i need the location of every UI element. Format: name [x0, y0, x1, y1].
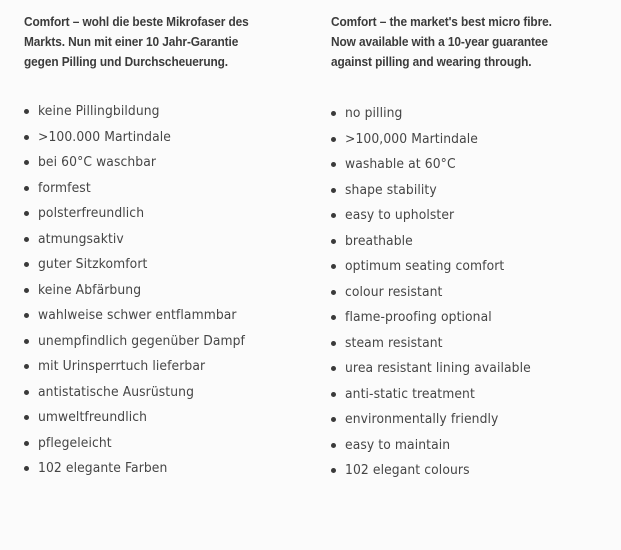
bullet-icon: [331, 162, 336, 167]
bullet-icon: [331, 366, 336, 371]
german-feature-item: [24, 405, 256, 431]
german-feature-item: [24, 99, 256, 125]
bullet-icon: [24, 262, 29, 267]
bullet-icon: [24, 109, 29, 114]
english-heading-line: against pilling and wearing through.: [331, 54, 532, 69]
german-feature-item: [24, 329, 256, 355]
english-feature-item: [331, 356, 541, 382]
english-feature-text: anti-static treatment: [345, 386, 475, 402]
bullet-icon: [331, 392, 336, 397]
german-feature-item: [24, 380, 256, 406]
english-feature-text: 102 elegant colours: [345, 463, 470, 479]
bullet-icon: [331, 417, 336, 422]
german-feature-item: [24, 431, 256, 457]
german-feature-item: [24, 456, 256, 482]
bullet-icon: [24, 135, 29, 140]
english-feature-text: >100,000 Martindale: [345, 131, 478, 147]
bullet-icon: [24, 415, 29, 420]
german-feature-text: atmungsaktiv: [38, 231, 124, 247]
bullet-icon: [331, 239, 336, 244]
english-feature-text: flame-proofing optional: [345, 310, 492, 326]
bullet-icon: [331, 341, 336, 346]
german-feature-item: [24, 303, 256, 329]
german-feature-item: [24, 252, 256, 278]
bullet-icon: [24, 339, 29, 344]
english-heading-line: Comfort – the market's best micro fibre.: [331, 14, 552, 29]
bullet-icon: [331, 443, 336, 448]
bullet-icon: [24, 186, 29, 191]
bullet-icon: [331, 264, 336, 269]
english-feature-item: [331, 254, 541, 280]
english-feature-item: [331, 331, 541, 357]
german-feature-text: mit Urinsperrtuch lieferbar: [38, 359, 206, 375]
bullet-icon: [331, 468, 336, 473]
german-feature-text: formfest: [38, 180, 91, 196]
bullet-icon: [24, 390, 29, 395]
german-feature-item: [24, 150, 256, 176]
english-feature-text: steam resistant: [345, 335, 443, 351]
english-feature-item: [331, 203, 541, 229]
german-feature-text: unempfindlich gegenüber Dampf: [38, 333, 245, 349]
english-feature-text: no pilling: [345, 106, 403, 122]
german-feature-list: [24, 99, 256, 482]
bullet-icon: [331, 290, 336, 295]
english-feature-text: washable at 60°C: [345, 157, 456, 173]
english-feature-item: [331, 458, 541, 484]
english-feature-text: easy to maintain: [345, 437, 451, 453]
german-heading-line: Markts. Nun mit einer 10 Jahr-Garantie: [24, 34, 239, 49]
bullet-icon: [24, 364, 29, 369]
english-feature-item: [331, 407, 541, 433]
english-heading-line: Now available with a 10-year guarantee: [331, 34, 548, 49]
german-feature-text: 102 elegante Farben: [38, 461, 168, 477]
german-feature-item: [24, 278, 256, 304]
english-feature-text: optimum seating comfort: [345, 259, 505, 275]
english-feature-item: [331, 127, 541, 153]
german-heading-line: Comfort – wohl die beste Mikrofaser des: [24, 14, 249, 29]
bullet-icon: [331, 188, 336, 193]
german-feature-item: [24, 227, 256, 253]
german-feature-item: [24, 201, 256, 227]
bullet-icon: [24, 160, 29, 165]
german-feature-text: >100.000 Martindale: [38, 129, 171, 145]
english-feature-text: urea resistant lining available: [345, 361, 531, 377]
english-feature-item: [331, 382, 541, 408]
english-column: [331, 12, 611, 479]
english-feature-item: [331, 101, 541, 127]
english-feature-text: colour resistant: [345, 284, 443, 300]
english-feature-text: shape stability: [345, 182, 437, 198]
bullet-icon: [331, 213, 336, 218]
english-feature-text: breathable: [345, 233, 413, 249]
german-feature-text: antistatische Ausrüstung: [38, 384, 195, 400]
english-feature-item: [331, 229, 541, 255]
german-feature-text: polsterfreundlich: [38, 206, 145, 222]
german-feature-text: guter Sitzkomfort: [38, 257, 148, 273]
german-feature-text: pflegeleicht: [38, 435, 112, 451]
english-feature-text: easy to upholster: [345, 208, 455, 224]
english-feature-item: [331, 280, 541, 306]
german-feature-text: keine Pillingbildung: [38, 104, 160, 120]
german-heading: [24, 12, 312, 72]
german-feature-item: [24, 176, 256, 202]
english-feature-list: [331, 101, 541, 484]
german-feature-text: keine Abfärbung: [38, 282, 142, 298]
german-feature-item: [24, 125, 256, 151]
german-feature-text: wahlweise schwer entflammbar: [38, 308, 237, 324]
bullet-icon: [24, 237, 29, 242]
german-feature-item: [24, 354, 256, 380]
bullet-icon: [331, 315, 336, 320]
german-column: [24, 12, 314, 477]
english-feature-item: [331, 152, 541, 178]
german-feature-text: bei 60°C waschbar: [38, 155, 157, 171]
german-heading-line: gegen Pilling und Durchscheuerung.: [24, 54, 229, 69]
english-feature-item: [331, 305, 541, 331]
bullet-icon: [24, 313, 29, 318]
bullet-icon: [24, 211, 29, 216]
bullet-icon: [24, 466, 29, 471]
english-feature-item: [331, 178, 541, 204]
english-heading: [331, 12, 619, 72]
german-feature-text: umweltfreundlich: [38, 410, 148, 426]
bullet-icon: [331, 137, 336, 142]
bullet-icon: [331, 111, 336, 116]
bullet-icon: [24, 441, 29, 446]
bullet-icon: [24, 288, 29, 293]
english-feature-item: [331, 433, 541, 459]
english-feature-text: environmentally friendly: [345, 412, 499, 428]
